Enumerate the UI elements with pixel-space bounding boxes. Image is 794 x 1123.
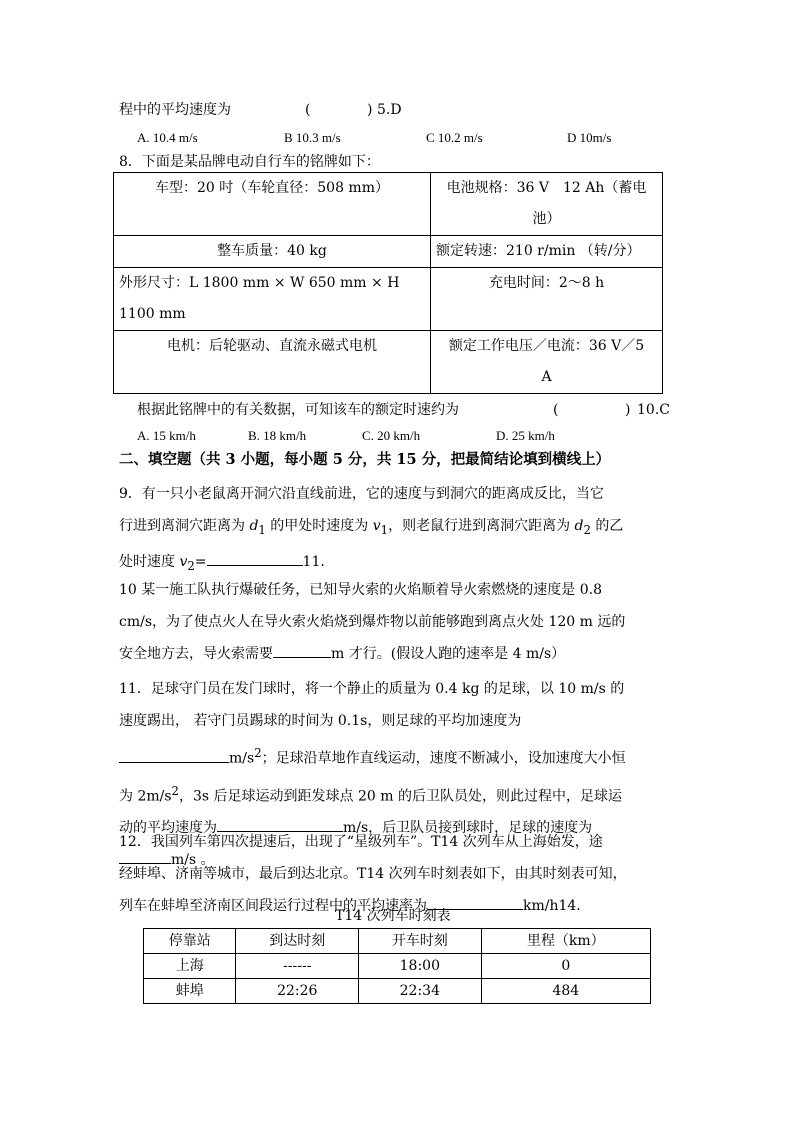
q9-text: 行进到离洞穴距离为 (119, 518, 250, 534)
q8-stem: 8．下面是某品牌电动自行车的铭牌如下： (119, 154, 380, 170)
q7-stem: 程中的平均速度为 (119, 102, 231, 118)
q7-option-c: C 10.2 m/s (426, 130, 483, 145)
q9-d2: d (574, 518, 584, 534)
q11-answer-blank-1[interactable] (119, 748, 229, 763)
q9-text: ，则老鼠行进到离洞穴距离为 (388, 518, 575, 534)
col-header-departure: 开车时刻 (359, 929, 482, 954)
q8-option-d: D. 25 km/h (496, 428, 555, 443)
q11-text: 动的平均速度为 (119, 820, 217, 837)
q7-option-a: A. 10.4 m/s (137, 130, 198, 145)
table-row (144, 954, 651, 979)
q11-text: m/s 。 (171, 852, 215, 869)
q9-line2 (119, 510, 675, 546)
timetable-caption: T14 次列车时刻表 (335, 908, 451, 924)
nameplate-battery (431, 173, 663, 236)
q7-answer: 5.D (377, 102, 402, 118)
cell-station: 上海 (144, 954, 236, 979)
cell-distance: 484 (481, 979, 650, 1004)
q9-text: 的甲处时速度为 (265, 518, 373, 534)
q9-v1-sub: 1 (380, 522, 389, 537)
q7-paren-open: ( (305, 102, 311, 118)
cell-arrival: 22:26 (236, 979, 359, 1004)
q12-line1: 12．我国列车第四次提速后，出现了“星级列车”。T14 次列车从上海始发，途 (119, 834, 603, 850)
nameplate-rated-voltage-line1: 额定工作电压／电流：36 V／5 (448, 338, 645, 354)
table-header-row (144, 929, 651, 954)
nameplate-battery-line2: 池） (532, 211, 561, 227)
q11-line3 (119, 737, 675, 775)
q10-line2: cm/s，为了使点火人在导火索火焰烧到爆炸物以前能够跑到离点火处 120 m 远的 (119, 614, 626, 630)
q9-v2: v (179, 553, 188, 570)
q10-text: m 才行。(假设人跑的速率是 4 m/s） (331, 646, 566, 662)
q10-line1: 10 某一施工队执行爆破任务，已知导火索的火焰顺着导火索燃烧的速度是 0.8 (119, 582, 602, 598)
nameplate-table (113, 172, 663, 394)
nameplate-mass: 整车质量：40 kg (114, 236, 431, 268)
q7-stem-line (119, 100, 402, 120)
cell-distance: 0 (481, 954, 650, 979)
q8-option-c: C. 20 km/h (362, 428, 421, 443)
q11-line2: 速度踢出， 若守门员踢球的时间为 0.1s，则足球的平均加速度为 (119, 713, 522, 729)
q11-text: ；足球沿草地作直线运动，速度不断减小，设加速度大小恒 (261, 750, 626, 767)
q9-v1: v (372, 518, 381, 534)
table-row (114, 331, 663, 394)
cell-departure: 22:34 (359, 979, 482, 1004)
nameplate-motor: 电机：后轮驱动、直流永磁式电机 (114, 331, 431, 394)
q12-line2: 经蚌埠、济南等城市，最后到达北京。T14 次列车时刻表如下，由其时刻表可知， (119, 866, 627, 882)
q8-question: 根据此铭牌中的有关数据，可知该车的额定时速约为 (137, 402, 459, 418)
q10-text: 安全地方去，导火索需要 (119, 646, 273, 662)
cell-arrival: ------ (236, 954, 359, 979)
col-header-distance: 里程（km） (481, 929, 650, 954)
nameplate-speed: 额定转速：210 r/min （转/分） (431, 236, 663, 268)
cell-station: 蚌埠 (144, 979, 236, 1004)
nameplate-battery-line1: 电池规格：36 V 12 Ah（蓄电 (446, 180, 647, 196)
q8-option-b: B. 18 km/h (248, 428, 307, 443)
nameplate-dimensions-line1: 外形尺寸：L 1800 mm × W 650 mm × H (119, 275, 400, 291)
q9-text: 的乙 (590, 518, 624, 534)
table-row (114, 236, 663, 268)
q8-paren-close: ) (625, 402, 631, 418)
q10-answer-blank[interactable] (273, 643, 331, 658)
nameplate-dimensions-line2: 1100 mm (119, 306, 186, 322)
section-heading: 二、填空题（共 3 小题，每小题 5 分，共 15 分，把最简结论填到横线上） (119, 451, 611, 468)
q11-text: 为 2m/s (119, 788, 172, 805)
q12-text: km/h14. (523, 898, 581, 914)
q9-d2-sub: 2 (583, 522, 591, 537)
q7-option-b: B 10.3 m/s (284, 130, 341, 145)
q8-answer: 10.C (637, 402, 670, 418)
nameplate-model: 车型：20 吋（车轮直径：508 mm） (114, 173, 431, 236)
table-row (114, 173, 663, 236)
cell-departure: 18:00 (359, 954, 482, 979)
nameplate-dimensions (114, 268, 431, 331)
q11-text: m/s，后卫队员接到球时，足球的速度为 (343, 820, 593, 837)
nameplate-rated-voltage-line2: A (541, 369, 552, 385)
col-header-arrival: 到达时刻 (236, 929, 359, 954)
q9-text: = (194, 553, 207, 570)
q11-text: ，3s 后足球运动到距发球点 20 m 的后卫队员处，则此过程中，足球运 (178, 788, 622, 805)
q8-option-a: A. 15 km/h (137, 428, 196, 443)
q11-line1: 11．足球守门员在发门球时，将一个静止的质量为 0.4 kg 的足球，以 10 m/s 的 (119, 681, 625, 697)
q11-sup: 2 (171, 783, 179, 798)
q11-sup: 2 (254, 746, 262, 760)
q9-d1-sub: 1 (258, 522, 266, 537)
col-header-station: 停靠站 (144, 929, 236, 954)
table-row (144, 979, 651, 1004)
q9-line1: 9．有一只小老鼠离开洞穴沿直线前进，它的速度与到洞穴的距离成反比，当它 (119, 486, 604, 502)
q9 (119, 478, 675, 582)
q7-paren-close: ) (367, 102, 373, 118)
q9-text: 处时速度 (119, 553, 180, 570)
q9-end: 11. (302, 553, 325, 570)
q8-question-line (137, 400, 670, 420)
nameplate-rated-voltage (431, 331, 663, 394)
q10 (119, 574, 675, 670)
q9-v2-sub: 2 (187, 558, 195, 573)
timetable-table (143, 928, 651, 1004)
table-row (114, 268, 663, 331)
q12-text: 列车在蚌埠至济南区间段运行过程中的平均速率为 (119, 898, 427, 914)
q8-paren-open: ( (553, 402, 559, 418)
q9-answer-blank[interactable] (207, 551, 303, 566)
q10-line3 (119, 638, 675, 670)
q11-line4 (119, 775, 675, 813)
q7-option-d: D 10m/s (567, 130, 612, 145)
q11-text: m/s (229, 750, 255, 767)
q9-d1: d (249, 518, 259, 534)
nameplate-charge-time: 充电时间：2～8 h (431, 268, 663, 331)
